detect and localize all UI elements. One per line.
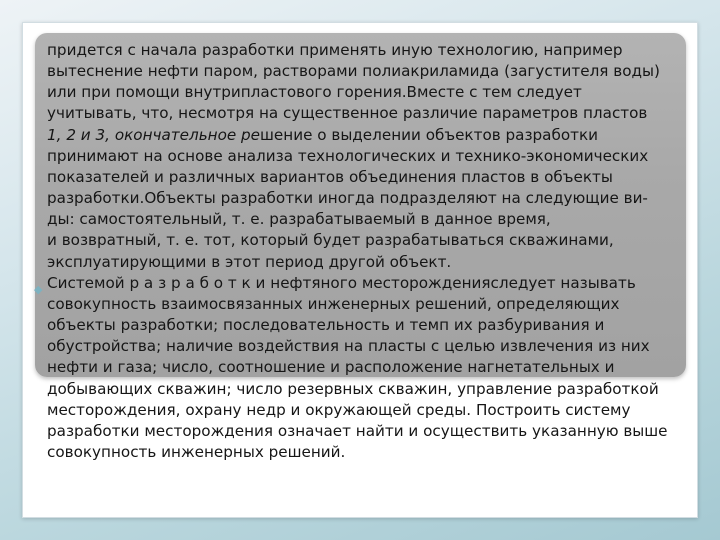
text-line [47,315,687,336]
text-fragment: эксплуатирующими в этот период другой объект. [47,252,452,271]
text-fragment: разработки.Объекты разработки иногда подразделяют на следующие ви- [47,189,648,208]
text-line [47,209,687,230]
text-fragment: показателей и различных вариантов объединения пластов в объекты [47,167,613,186]
text-fragment: обустройства; наличие воздействия на пласты с целью извлечения из них [47,337,650,356]
text-line [47,252,687,273]
text-line [47,167,687,188]
text-fragment: ды: самостоятельный, т. е. разрабатываемый в данное время, [47,210,551,229]
body-text [47,40,687,463]
text-line [47,40,687,61]
text-line [47,125,687,146]
text-fragment: или при помощи внутрипластового горения.Вместе с тем следует [47,83,582,102]
text-fragment: придется с начала разработки применять иную технологию, например [47,41,623,59]
text-fragment: шение о выделении объектов разработки [260,125,599,144]
text-line [47,188,687,209]
text-fragment: добывающих скважин; число резервных скважин, управление разработкой [47,379,659,398]
text-line [47,336,687,357]
text-fragment: и возвратный, т. е. тот, который будет разрабатываться скважинами, [47,231,614,250]
text-line [47,442,687,463]
text-line [47,294,687,315]
text-line [47,61,687,82]
italic-text-fragment: 1, 2 и 3, окончательное ре [47,125,261,144]
text-line [47,103,687,124]
text-fragment: совокупность взаимосвязанных инженерных решений, определяющих [47,294,620,313]
text-fragment: объекты разработки; последовательность и темп их разбуривания и [47,316,605,335]
text-fragment: разработки месторождения означает найти и осуществить указанную выше [47,421,668,440]
text-fragment: Системой р а з р а б о т к и нефтяного месторожденияследует называть [47,273,636,292]
text-fragment: совокупность инженерных решений. [47,442,346,461]
text-fragment: принимают на основе анализа технологических и технико-экономических [47,146,649,165]
bullet-icon: ◆ [34,283,43,296]
text-line [47,357,687,378]
text-line [47,230,687,251]
text-fragment: учитывать, что, несмотря на существенное различие параметров пластов [47,104,648,123]
text-line [47,273,687,294]
text-line [47,400,687,421]
text-line [47,146,687,167]
text-line [47,379,687,400]
text-fragment: вытеснение нефти паром, растворами полиакриламида (загустителя воды) [47,62,660,81]
text-fragment: месторождения, охрану недр и окружающей среды. Построить систему [47,400,631,419]
text-line [47,82,687,103]
text-line [47,421,687,442]
text-fragment: нефти и газа; число, соотношение и расположение нагнетательных и [47,358,615,377]
